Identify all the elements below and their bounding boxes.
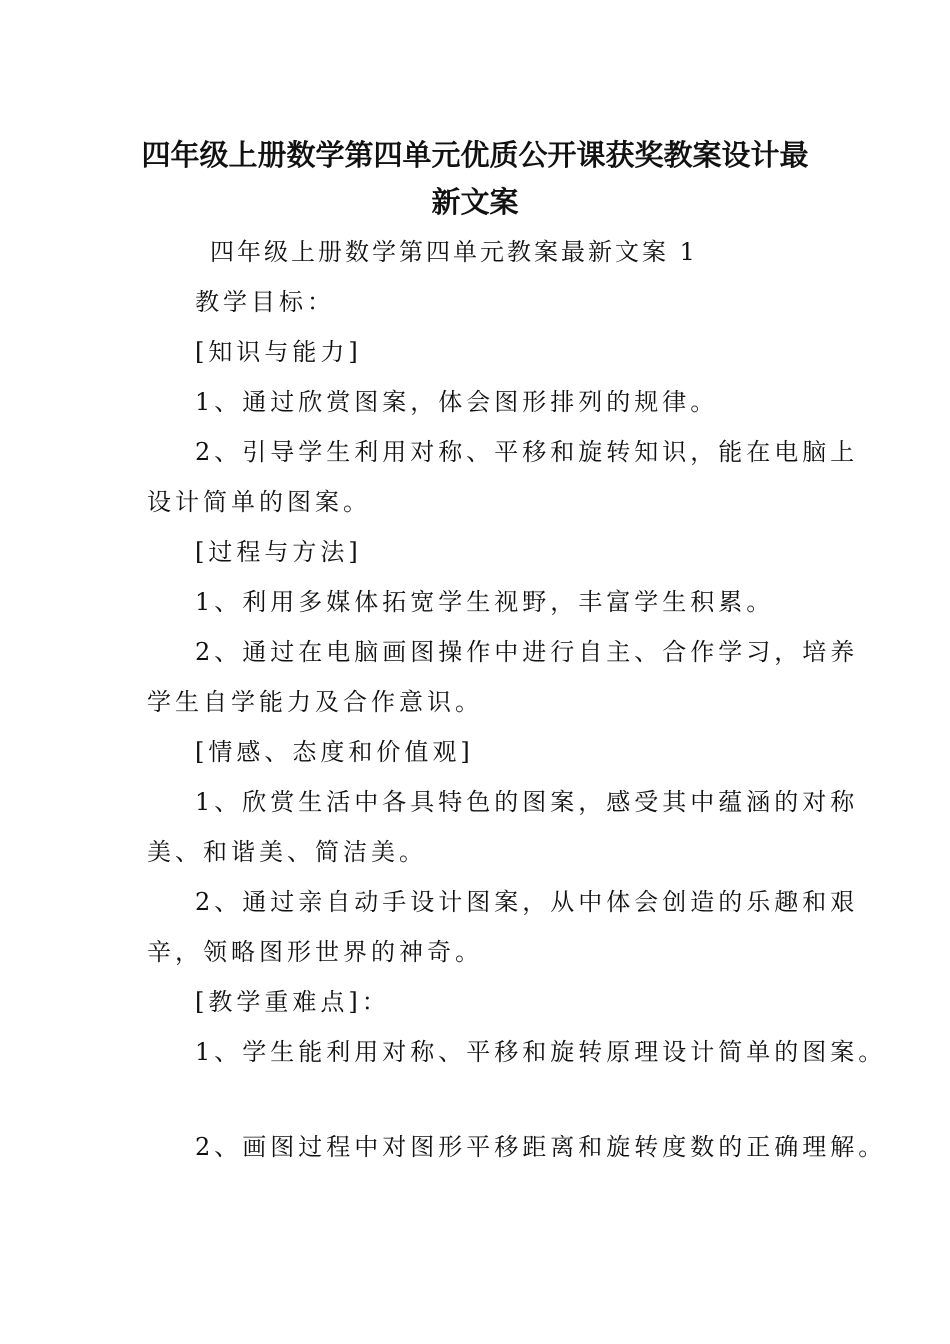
paragraph-teaching-goals: 教学目标：	[195, 288, 335, 316]
heading-key-difficulties: [教学重难点]：	[195, 988, 390, 1016]
list-item-continuation: 美、和谐美、简洁美。	[147, 838, 427, 866]
document-title-line-1: 四年级上册数学第四单元优质公开课获奖教案设计最	[141, 138, 809, 172]
list-item: 2、引导学生利用对称、平移和旋转知识，能在电脑上	[195, 438, 859, 466]
list-item-continuation: 学生自学能力及合作意识。	[147, 688, 483, 716]
document-title-line-2: 新文案	[431, 185, 519, 219]
list-item: 1、通过欣赏图案，体会图形排列的规律。	[195, 388, 719, 416]
heading-emotion-attitude: [情感、态度和价值观]	[195, 738, 474, 766]
list-item: 2、画图过程中对图形平移距离和旋转度数的正确理解。	[195, 1133, 887, 1161]
list-item-continuation: 辛，领略图形世界的神奇。	[147, 938, 483, 966]
list-item: 1、欣赏生活中各具特色的图案，感受其中蕴涵的对称	[195, 788, 859, 816]
section-subtitle: 四年级上册数学第四单元教案最新文案 1	[210, 238, 698, 266]
list-item: 2、通过在电脑画图操作中进行自主、合作学习，培养	[195, 638, 859, 666]
heading-process-method: [过程与方法]	[195, 538, 362, 566]
list-item-continuation: 设计简单的图案。	[147, 488, 371, 516]
list-item: 2、通过亲自动手设计图案，从中体会创造的乐趣和艰	[195, 888, 859, 916]
list-item: 1、学生能利用对称、平移和旋转原理设计简单的图案。	[195, 1038, 887, 1066]
heading-knowledge-ability: [知识与能力]	[195, 338, 362, 366]
list-item: 1、利用多媒体拓宽学生视野，丰富学生积累。	[195, 588, 775, 616]
